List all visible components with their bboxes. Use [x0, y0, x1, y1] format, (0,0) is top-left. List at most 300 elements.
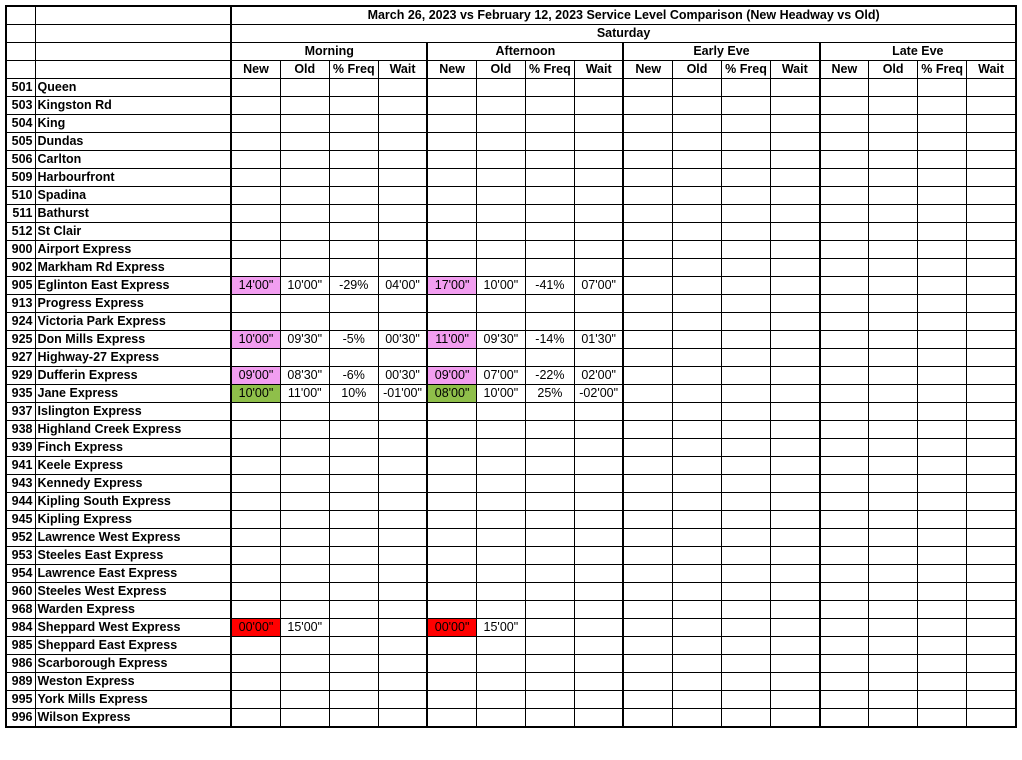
table-row	[6, 511, 1016, 529]
table-cell	[869, 403, 918, 421]
table-cell: 07'00"	[574, 277, 623, 295]
route-name: St Clair	[35, 223, 231, 241]
table-cell	[820, 583, 869, 601]
table-cell	[329, 115, 378, 133]
table-cell	[820, 601, 869, 619]
table-cell	[574, 637, 623, 655]
table-cell	[918, 151, 967, 169]
table-cell	[672, 709, 721, 728]
route-number: 953	[6, 547, 35, 565]
table-cell	[820, 403, 869, 421]
route-name: Eglinton East Express	[35, 277, 231, 295]
table-cell	[476, 691, 525, 709]
table-cell	[722, 313, 771, 331]
table-cell	[280, 187, 329, 205]
table-cell	[525, 79, 574, 97]
table-cell	[329, 583, 378, 601]
table-cell	[771, 115, 820, 133]
route-number: 938	[6, 421, 35, 439]
table-cell	[280, 115, 329, 133]
table-cell: -02'00"	[574, 385, 623, 403]
table-cell	[378, 223, 427, 241]
table-cell	[918, 637, 967, 655]
table-cell	[574, 151, 623, 169]
table-cell	[574, 691, 623, 709]
table-cell	[967, 151, 1016, 169]
table-cell	[574, 79, 623, 97]
table-cell	[231, 205, 280, 223]
table-cell	[820, 547, 869, 565]
table-cell	[869, 385, 918, 403]
table-cell	[722, 187, 771, 205]
table-cell	[623, 151, 672, 169]
table-cell: 00'30"	[378, 331, 427, 349]
table-cell	[378, 205, 427, 223]
table-cell	[280, 583, 329, 601]
route-name: Lawrence West Express	[35, 529, 231, 547]
table-cell	[672, 439, 721, 457]
table-cell	[722, 439, 771, 457]
table-cell	[427, 475, 476, 493]
table-cell	[280, 457, 329, 475]
table-cell	[378, 529, 427, 547]
table-cell	[427, 565, 476, 583]
table-cell	[820, 79, 869, 97]
route-number: 968	[6, 601, 35, 619]
table-cell	[476, 673, 525, 691]
table-cell	[525, 187, 574, 205]
table-cell	[378, 637, 427, 655]
table-cell	[771, 385, 820, 403]
table-cell	[820, 223, 869, 241]
table-cell	[329, 151, 378, 169]
table-cell	[378, 565, 427, 583]
table-cell	[280, 637, 329, 655]
table-cell	[427, 241, 476, 259]
table-cell	[967, 367, 1016, 385]
table-cell	[378, 403, 427, 421]
table-cell	[869, 277, 918, 295]
table-cell	[918, 493, 967, 511]
table-cell	[525, 151, 574, 169]
route-name: Spadina	[35, 187, 231, 205]
table-cell	[623, 439, 672, 457]
table-cell	[918, 385, 967, 403]
table-row	[6, 403, 1016, 421]
table-cell	[672, 403, 721, 421]
table-cell	[820, 169, 869, 187]
table-cell	[329, 421, 378, 439]
route-number: 943	[6, 475, 35, 493]
table-cell	[967, 493, 1016, 511]
table-row	[6, 187, 1016, 205]
table-cell	[427, 529, 476, 547]
period-header-late-eve: Late Eve	[820, 43, 1016, 61]
table-cell	[967, 115, 1016, 133]
table-cell	[820, 115, 869, 133]
column-header-old: Old	[280, 61, 329, 79]
table-cell	[427, 601, 476, 619]
table-row	[6, 259, 1016, 277]
table-cell	[427, 349, 476, 367]
table-cell	[820, 331, 869, 349]
table-cell	[672, 565, 721, 583]
table-cell	[722, 385, 771, 403]
table-cell: 10'00"	[231, 385, 280, 403]
table-cell	[918, 367, 967, 385]
table-cell	[820, 439, 869, 457]
table-cell	[918, 169, 967, 187]
table-cell	[967, 655, 1016, 673]
table-cell	[378, 349, 427, 367]
table-row	[6, 313, 1016, 331]
route-number: 935	[6, 385, 35, 403]
table-cell	[771, 457, 820, 475]
period-header-morning: Morning	[231, 43, 427, 61]
table-cell	[231, 223, 280, 241]
table-cell	[231, 313, 280, 331]
table-cell	[820, 133, 869, 151]
table-cell	[672, 385, 721, 403]
table-cell	[771, 313, 820, 331]
route-number: 986	[6, 655, 35, 673]
table-cell	[280, 565, 329, 583]
table-cell	[574, 313, 623, 331]
table-cell	[918, 133, 967, 151]
table-cell	[722, 169, 771, 187]
table-cell	[820, 97, 869, 115]
route-name: Sheppard East Express	[35, 637, 231, 655]
route-name: Finch Express	[35, 439, 231, 457]
table-cell	[623, 133, 672, 151]
table-cell	[820, 277, 869, 295]
table-cell	[672, 691, 721, 709]
table-cell	[231, 133, 280, 151]
table-cell	[918, 115, 967, 133]
table-cell	[623, 421, 672, 439]
table-cell	[722, 349, 771, 367]
table-cell	[672, 295, 721, 313]
table-cell	[918, 655, 967, 673]
table-row	[6, 439, 1016, 457]
table-cell	[329, 349, 378, 367]
table-cell	[329, 655, 378, 673]
table-cell	[623, 511, 672, 529]
table-cell	[869, 691, 918, 709]
period-row	[6, 43, 1016, 61]
table-cell	[623, 331, 672, 349]
table-row	[6, 295, 1016, 313]
table-cell	[231, 565, 280, 583]
table-cell	[869, 313, 918, 331]
table-cell	[722, 619, 771, 637]
table-cell	[918, 259, 967, 277]
table-cell	[329, 403, 378, 421]
route-name: Dufferin Express	[35, 367, 231, 385]
table-cell	[329, 673, 378, 691]
table-cell	[574, 349, 623, 367]
table-cell: -14%	[525, 331, 574, 349]
route-number: 501	[6, 79, 35, 97]
table-row	[6, 367, 1016, 385]
table-cell	[231, 655, 280, 673]
table-cell	[820, 565, 869, 583]
table-cell	[820, 673, 869, 691]
table-cell: 17'00"	[427, 277, 476, 295]
route-number: 505	[6, 133, 35, 151]
table-cell	[918, 349, 967, 367]
column-header-old: Old	[476, 61, 525, 79]
table-cell	[771, 547, 820, 565]
table-cell	[918, 439, 967, 457]
table-cell	[869, 673, 918, 691]
table-cell	[378, 457, 427, 475]
route-name: Lawrence East Express	[35, 565, 231, 583]
route-number: 511	[6, 205, 35, 223]
table-cell	[672, 511, 721, 529]
table-cell: 10'00"	[476, 385, 525, 403]
table-cell	[623, 223, 672, 241]
table-cell: -41%	[525, 277, 574, 295]
table-cell	[329, 601, 378, 619]
table-cell	[525, 259, 574, 277]
table-cell	[918, 601, 967, 619]
table-cell	[918, 187, 967, 205]
route-number: 913	[6, 295, 35, 313]
table-cell	[771, 439, 820, 457]
route-name: Steeles West Express	[35, 583, 231, 601]
table-cell	[280, 205, 329, 223]
table-cell	[231, 403, 280, 421]
table-cell	[623, 475, 672, 493]
table-cell	[967, 583, 1016, 601]
table-cell	[231, 187, 280, 205]
table-cell	[918, 619, 967, 637]
table-cell: 10%	[329, 385, 378, 403]
table-cell: 00'00"	[231, 619, 280, 637]
table-cell	[771, 655, 820, 673]
table-cell	[329, 205, 378, 223]
table-cell	[672, 367, 721, 385]
route-name: Kingston Rd	[35, 97, 231, 115]
table-row	[6, 79, 1016, 97]
table-cell	[476, 421, 525, 439]
route-name: Victoria Park Express	[35, 313, 231, 331]
route-number: 510	[6, 187, 35, 205]
table-cell	[820, 709, 869, 728]
table-cell	[525, 403, 574, 421]
route-name: Progress Express	[35, 295, 231, 313]
table-cell	[574, 601, 623, 619]
table-cell	[967, 223, 1016, 241]
table-cell	[918, 295, 967, 313]
table-cell: 01'30"	[574, 331, 623, 349]
table-cell	[329, 565, 378, 583]
table-cell	[476, 547, 525, 565]
table-cell	[427, 709, 476, 728]
table-cell	[378, 259, 427, 277]
table-cell	[476, 601, 525, 619]
table-cell	[918, 403, 967, 421]
route-name: Kennedy Express	[35, 475, 231, 493]
table-cell	[476, 241, 525, 259]
table-cell	[722, 295, 771, 313]
table-row	[6, 169, 1016, 187]
table-cell	[329, 511, 378, 529]
table-cell	[967, 601, 1016, 619]
table-cell	[574, 97, 623, 115]
column-header-freq: % Freq	[329, 61, 378, 79]
table-cell	[672, 493, 721, 511]
table-cell	[771, 565, 820, 583]
table-cell	[574, 115, 623, 133]
table-cell	[427, 493, 476, 511]
table-cell	[280, 691, 329, 709]
table-cell	[722, 673, 771, 691]
table-cell	[623, 295, 672, 313]
table-cell	[967, 565, 1016, 583]
table-cell	[623, 655, 672, 673]
table-cell	[231, 637, 280, 655]
table-cell	[574, 619, 623, 637]
table-row	[6, 421, 1016, 439]
route-name: Highland Creek Express	[35, 421, 231, 439]
table-cell	[623, 205, 672, 223]
table-cell	[525, 169, 574, 187]
table-cell	[967, 241, 1016, 259]
table-cell	[722, 223, 771, 241]
table-cell	[869, 295, 918, 313]
table-cell	[231, 709, 280, 728]
table-cell	[427, 223, 476, 241]
table-cell	[722, 709, 771, 728]
table-cell	[378, 547, 427, 565]
table-cell	[672, 115, 721, 133]
route-number: 927	[6, 349, 35, 367]
table-cell	[672, 259, 721, 277]
table-cell	[771, 475, 820, 493]
route-name: Keele Express	[35, 457, 231, 475]
route-name: Airport Express	[35, 241, 231, 259]
table-cell	[329, 97, 378, 115]
table-cell	[672, 529, 721, 547]
table-cell	[525, 349, 574, 367]
table-cell	[722, 115, 771, 133]
table-cell	[329, 457, 378, 475]
table-row	[6, 241, 1016, 259]
table-cell	[672, 673, 721, 691]
table-cell	[820, 475, 869, 493]
table-cell: 08'30"	[280, 367, 329, 385]
table-cell	[378, 673, 427, 691]
table-cell	[574, 403, 623, 421]
table-cell	[869, 331, 918, 349]
table-cell	[869, 655, 918, 673]
table-cell	[280, 529, 329, 547]
table-cell	[967, 133, 1016, 151]
table-cell	[967, 313, 1016, 331]
route-name: Jane Express	[35, 385, 231, 403]
table-cell	[329, 313, 378, 331]
table-cell	[574, 583, 623, 601]
table-cell	[967, 295, 1016, 313]
table-cell	[476, 655, 525, 673]
table-cell	[967, 97, 1016, 115]
table-cell	[378, 691, 427, 709]
table-cell	[771, 493, 820, 511]
route-name: King	[35, 115, 231, 133]
table-cell	[967, 259, 1016, 277]
table-cell	[427, 259, 476, 277]
table-row	[6, 565, 1016, 583]
table-cell	[378, 115, 427, 133]
table-cell	[623, 277, 672, 295]
table-cell	[918, 277, 967, 295]
table-title: March 26, 2023 vs February 12, 2023 Service Level Comparison (New Headway vs Old)	[231, 6, 1016, 25]
table-cell	[280, 79, 329, 97]
table-cell	[280, 547, 329, 565]
table-cell	[722, 421, 771, 439]
table-cell	[623, 115, 672, 133]
table-cell	[672, 169, 721, 187]
table-cell	[869, 457, 918, 475]
table-cell	[574, 133, 623, 151]
table-cell	[574, 511, 623, 529]
table-cell	[672, 655, 721, 673]
table-cell	[525, 457, 574, 475]
table-cell	[967, 619, 1016, 637]
table-cell	[623, 169, 672, 187]
table-cell	[476, 115, 525, 133]
table-cell	[672, 223, 721, 241]
column-header-new: New	[231, 61, 280, 79]
table-row	[6, 673, 1016, 691]
table-cell	[672, 313, 721, 331]
table-cell	[722, 637, 771, 655]
route-name: Wilson Express	[35, 709, 231, 728]
table-cell	[623, 349, 672, 367]
table-cell	[967, 637, 1016, 655]
route-number: 984	[6, 619, 35, 637]
subheader-row	[6, 61, 1016, 79]
table-cell	[329, 133, 378, 151]
route-name: York Mills Express	[35, 691, 231, 709]
table-cell	[427, 691, 476, 709]
table-cell	[967, 349, 1016, 367]
table-cell	[672, 421, 721, 439]
table-cell	[476, 637, 525, 655]
table-row	[6, 493, 1016, 511]
route-number: 509	[6, 169, 35, 187]
table-cell	[771, 601, 820, 619]
table-cell	[231, 295, 280, 313]
table-cell	[820, 457, 869, 475]
table-cell	[378, 511, 427, 529]
table-cell	[918, 79, 967, 97]
table-cell	[722, 493, 771, 511]
column-header-new: New	[427, 61, 476, 79]
table-cell	[427, 151, 476, 169]
table-row	[6, 205, 1016, 223]
table-cell	[231, 259, 280, 277]
table-cell	[672, 151, 721, 169]
table-cell	[574, 475, 623, 493]
table-row	[6, 637, 1016, 655]
table-cell	[329, 619, 378, 637]
table-cell	[820, 619, 869, 637]
table-cell	[918, 709, 967, 728]
table-cell	[329, 439, 378, 457]
